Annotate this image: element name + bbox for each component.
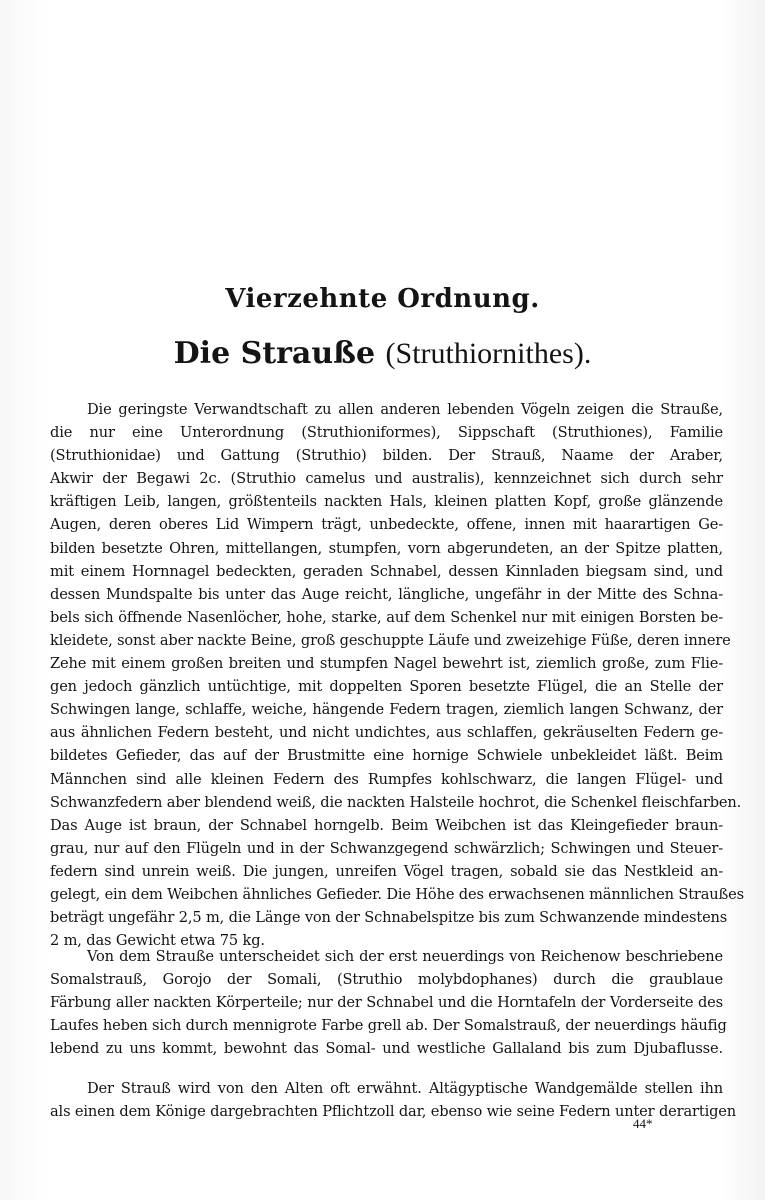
text-line: Färbung aller nackten Körperteile; nur der Schnabel und die Horntafeln der Vorderseite des (50, 994, 723, 1012)
text-line: als einen dem Könige dargebrachten Pflichtzoll dar, ebenso wie seine Federn unter derartigen (50, 1103, 737, 1121)
page-number: 44* (633, 1116, 653, 1131)
text-line: lebend zu uns kommt, bewohnt das Somal- und westliche Gallaland bis zum Djubaflusse. (50, 1040, 723, 1058)
family-heading-german: Die Strauße (173, 336, 376, 371)
text-line: beträgt ungefähr 2,5 m, die Länge von der Schnabelspitze bis zum Schwanzende mindestens (50, 909, 728, 927)
text-line: federn sind unrein weiß. Die jungen, unreifen Vögel tragen, sobald sie das Nestkleid an- (50, 862, 723, 880)
order-heading: Vierzehnte Ordnung. (225, 284, 540, 314)
text-line: mit einem Hornnagel bedeckten, geraden Schnabel, dessen Kinnladen biegsam sind, und (50, 562, 723, 580)
text-line: Zehe mit einem großen breiten und stumpfen Nagel bewehrt ist, ziemlich große, zum Flie- (50, 655, 723, 673)
text-line: (Struthionidae) und Gattung (Struthio) bilden. Der Strauß, Naame der Araber, (50, 447, 723, 465)
text-line: Schwanzfedern aber blendend weiß, die nackten Halsteile hochrot, die Schenkel fleischfarben. (50, 793, 742, 811)
text-line: Laufes heben sich durch mennigrote Farbe grell ab. Der Somalstrauß, der neuerdings häufig (50, 1017, 727, 1035)
text-line: Der Strauß wird von den Alten oft erwähnt. Altägyptische Wandgemälde stellen ihn (87, 1080, 723, 1097)
text-line: Augen, deren oberes Lid Wimpern trägt, unbedeckte, offene, innen mit haarartigen Ge- (50, 516, 723, 534)
text-line: Schwingen lange, schlaffe, weiche, hängende Federn tragen, ziemlich langen Schwanz, der (50, 701, 723, 719)
text-line: gen jedoch gänzlich untüchtige, mit doppelten Sporen besetzte Flügel, die an Stelle der (50, 678, 723, 696)
paragraph-1 (50, 398, 744, 952)
family-heading-latin: (Struthiornithes). (385, 337, 592, 370)
text-line: Somalstrauß, Gorojo der Somali, (Struthio molybdophanes) durch die graublaue (50, 971, 723, 989)
text-line: Akwir der Begawi 2c. (Struthio camelus und australis), kennzeichnet sich durch sehr (50, 470, 723, 488)
text-line: 2 m, das Gewicht etwa 75 kg. (50, 932, 265, 950)
text-line: kleidete, sonst aber nackte Beine, groß geschuppte Läufe und zweizehige Füße, deren innere (50, 631, 731, 649)
text-line: dessen Mundspalte bis unter das Auge reicht, längliche, ungefähr in der Mitte des Schna- (50, 585, 723, 603)
text-line: bels sich öffnende Nasenlöcher, hohe, starke, auf dem Schenkel nur mit einigen Borsten be- (50, 608, 723, 626)
text-line: bilden besetzte Ohren, mittellangen, stumpfen, vorn abgerundeten, an der Spitze platten, (50, 539, 723, 557)
text-line: Das Auge ist braun, der Schnabel horngelb. Beim Weibchen ist das Kleingefieder braun- (50, 816, 723, 834)
text-line: bildetes Gefieder, das auf der Brustmitte eine hornige Schwiele unbekleidet läßt. Beim (50, 747, 723, 765)
text-line: grau, nur auf den Flügeln und in der Schwanzgegend schwärzlich; Schwingen und Steuer- (50, 839, 723, 857)
text-line: Männchen sind alle kleinen Federn des Rumpfes kohlschwarz, die langen Flügel- und (50, 770, 723, 788)
text-line: kräftigen Leib, langen, größtenteils nackten Hals, kleinen platten Kopf, große glänzende (50, 493, 723, 511)
text-line: gelegt, ein dem Weibchen ähnliches Gefieder. Die Höhe des erwachsenen männlichen Straußes (50, 885, 744, 903)
text-line: Die geringste Verwandtschaft zu allen anderen lebenden Vögeln zeigen die Strauße, (87, 401, 723, 418)
text-line: die nur eine Unterordnung (Struthioniformes), Sippschaft (Struthiones), Familie (50, 424, 723, 442)
paragraph-2 (50, 945, 727, 1060)
paragraph-3 (50, 1077, 737, 1123)
family-heading (0, 334, 765, 374)
text-line: aus ähnlichen Federn besteht, und nicht undichtes, aus schlaffen, gekräuselten Federn ge- (50, 724, 723, 742)
text-line: Von dem Strauße unterscheidet sich der erst neuerdings von Reichenow beschriebene (87, 948, 723, 965)
